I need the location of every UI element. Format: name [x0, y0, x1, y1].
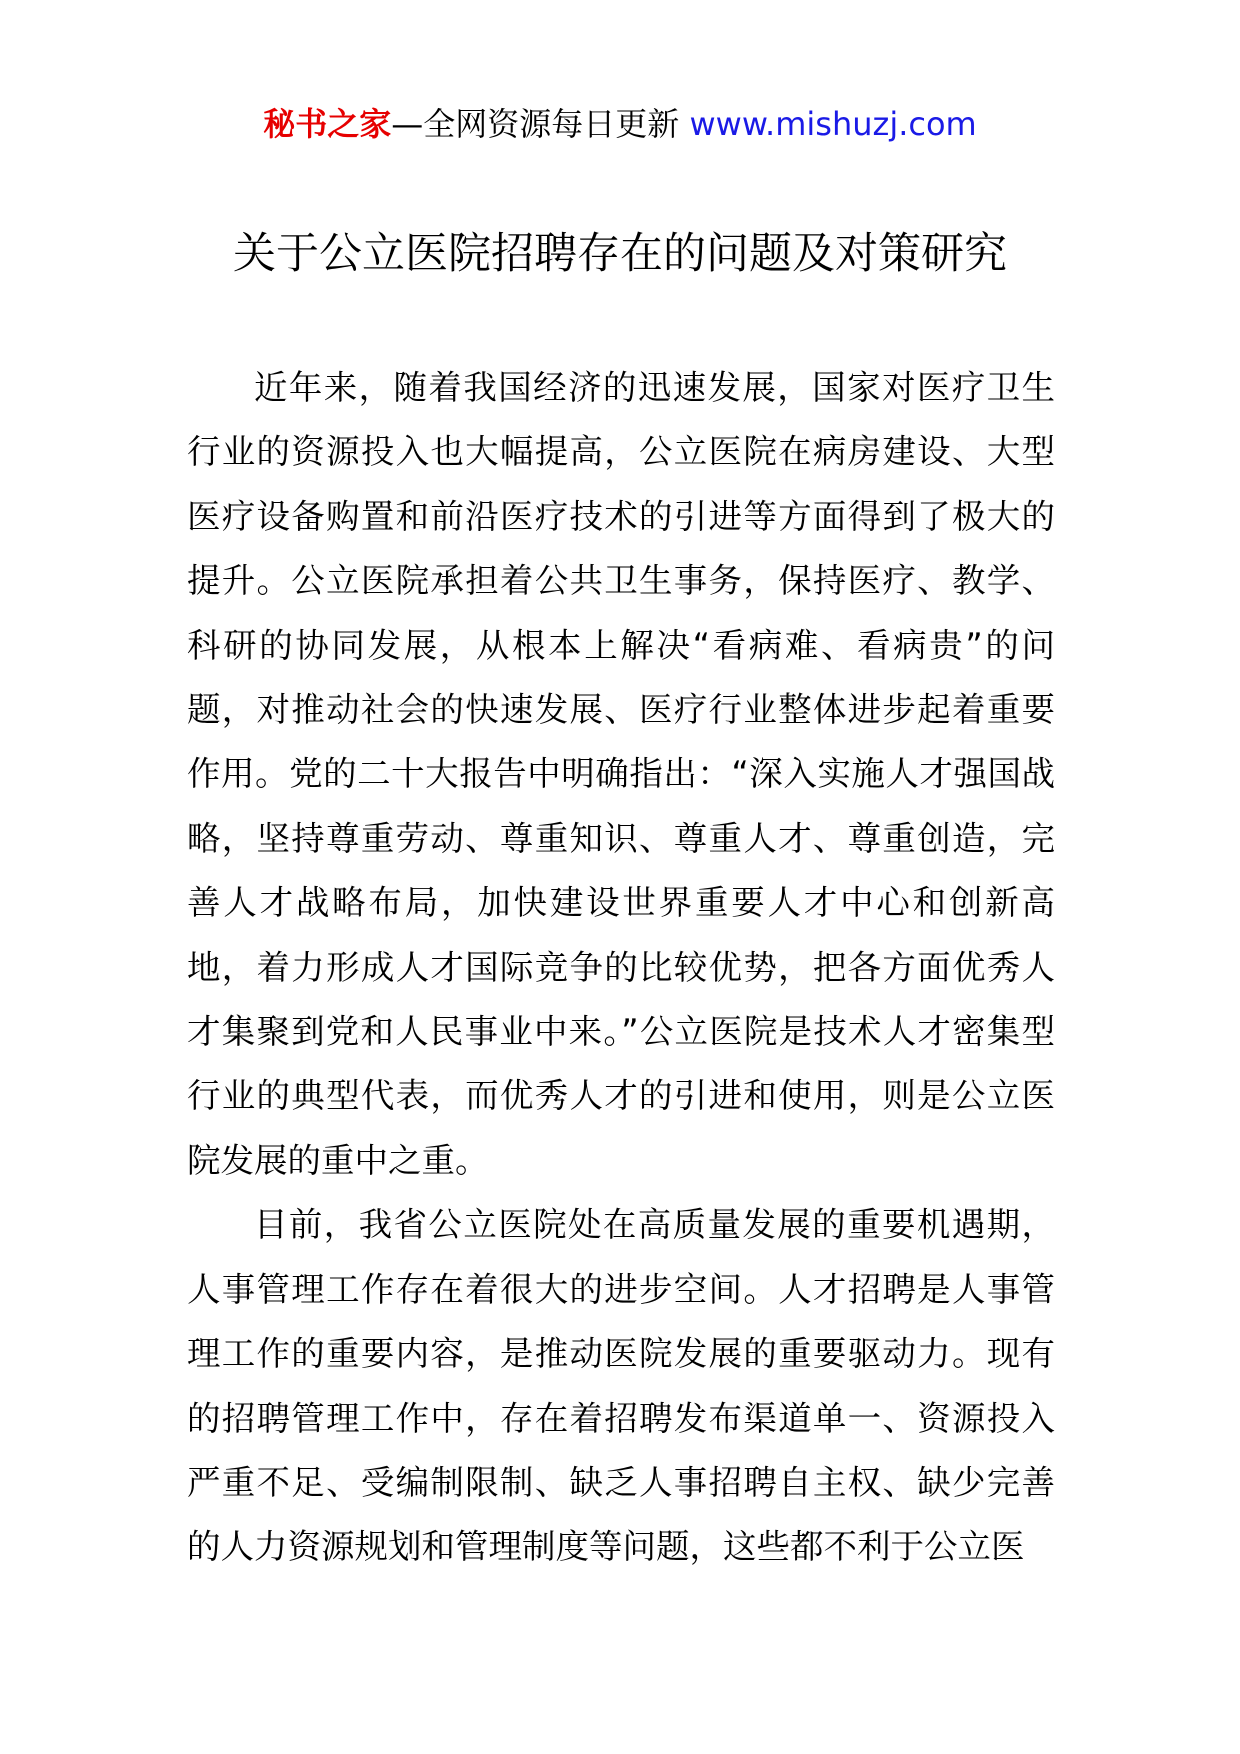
site-url[interactable]: www.mishuzj.com — [689, 105, 977, 143]
document-body — [187, 356, 1055, 1580]
paragraph-2: 目前，我省公立医院处在高质量发展的重要机遇期，人事管理工作存在着很大的进步空间。人才招聘是人事管理工作的重要内容，是推动医院发展的重要驱动力。现有的招聘管理工作中，存在着招聘发布渠道单一、资源投入严重不足、受编制限制、缺乏人事招聘自主权、缺少完善的人力资源规划和管理制度等问题，这些都不利于公立医 — [187, 1205, 1055, 1567]
document-title: 关于公立医院招聘存在的问题及对策研究 — [233, 229, 1007, 279]
brand-name: 秘书之家 — [263, 105, 392, 143]
paragraph-1: 近年来，随着我国经济的迅速发展，国家对医疗卫生行业的资源投入也大幅提高，公立医院在病房建设、大型医疗设备购置和前沿医疗技术的引进等方面得到了极大的提升。公立医院承担着公共卫生事务，保持医疗、教学、科研的协同发展，从根本上解决“看病难、看病贵”的问题，对推动社会的快速发展、医疗行业整体进步起着重要作用。党的二十大报告中明确指出：“深入实施人才强国战略，坚持尊重劳动、尊重知识、尊重人才、尊重创造，完善人才战略布局，加快建设世界重要人才中心和创新高地，着力形成人才国际竞争的比较优势，把各方面优秀人才集聚到党和人民事业中来。”公立医院是技术人才密集型行业的典型代表，而优秀人才的引进和使用，则是公立医院发展的重中之重。 — [187, 368, 1055, 1180]
banner-tagline: —全网资源每日更新 — [391, 105, 690, 143]
site-banner — [0, 100, 1240, 148]
